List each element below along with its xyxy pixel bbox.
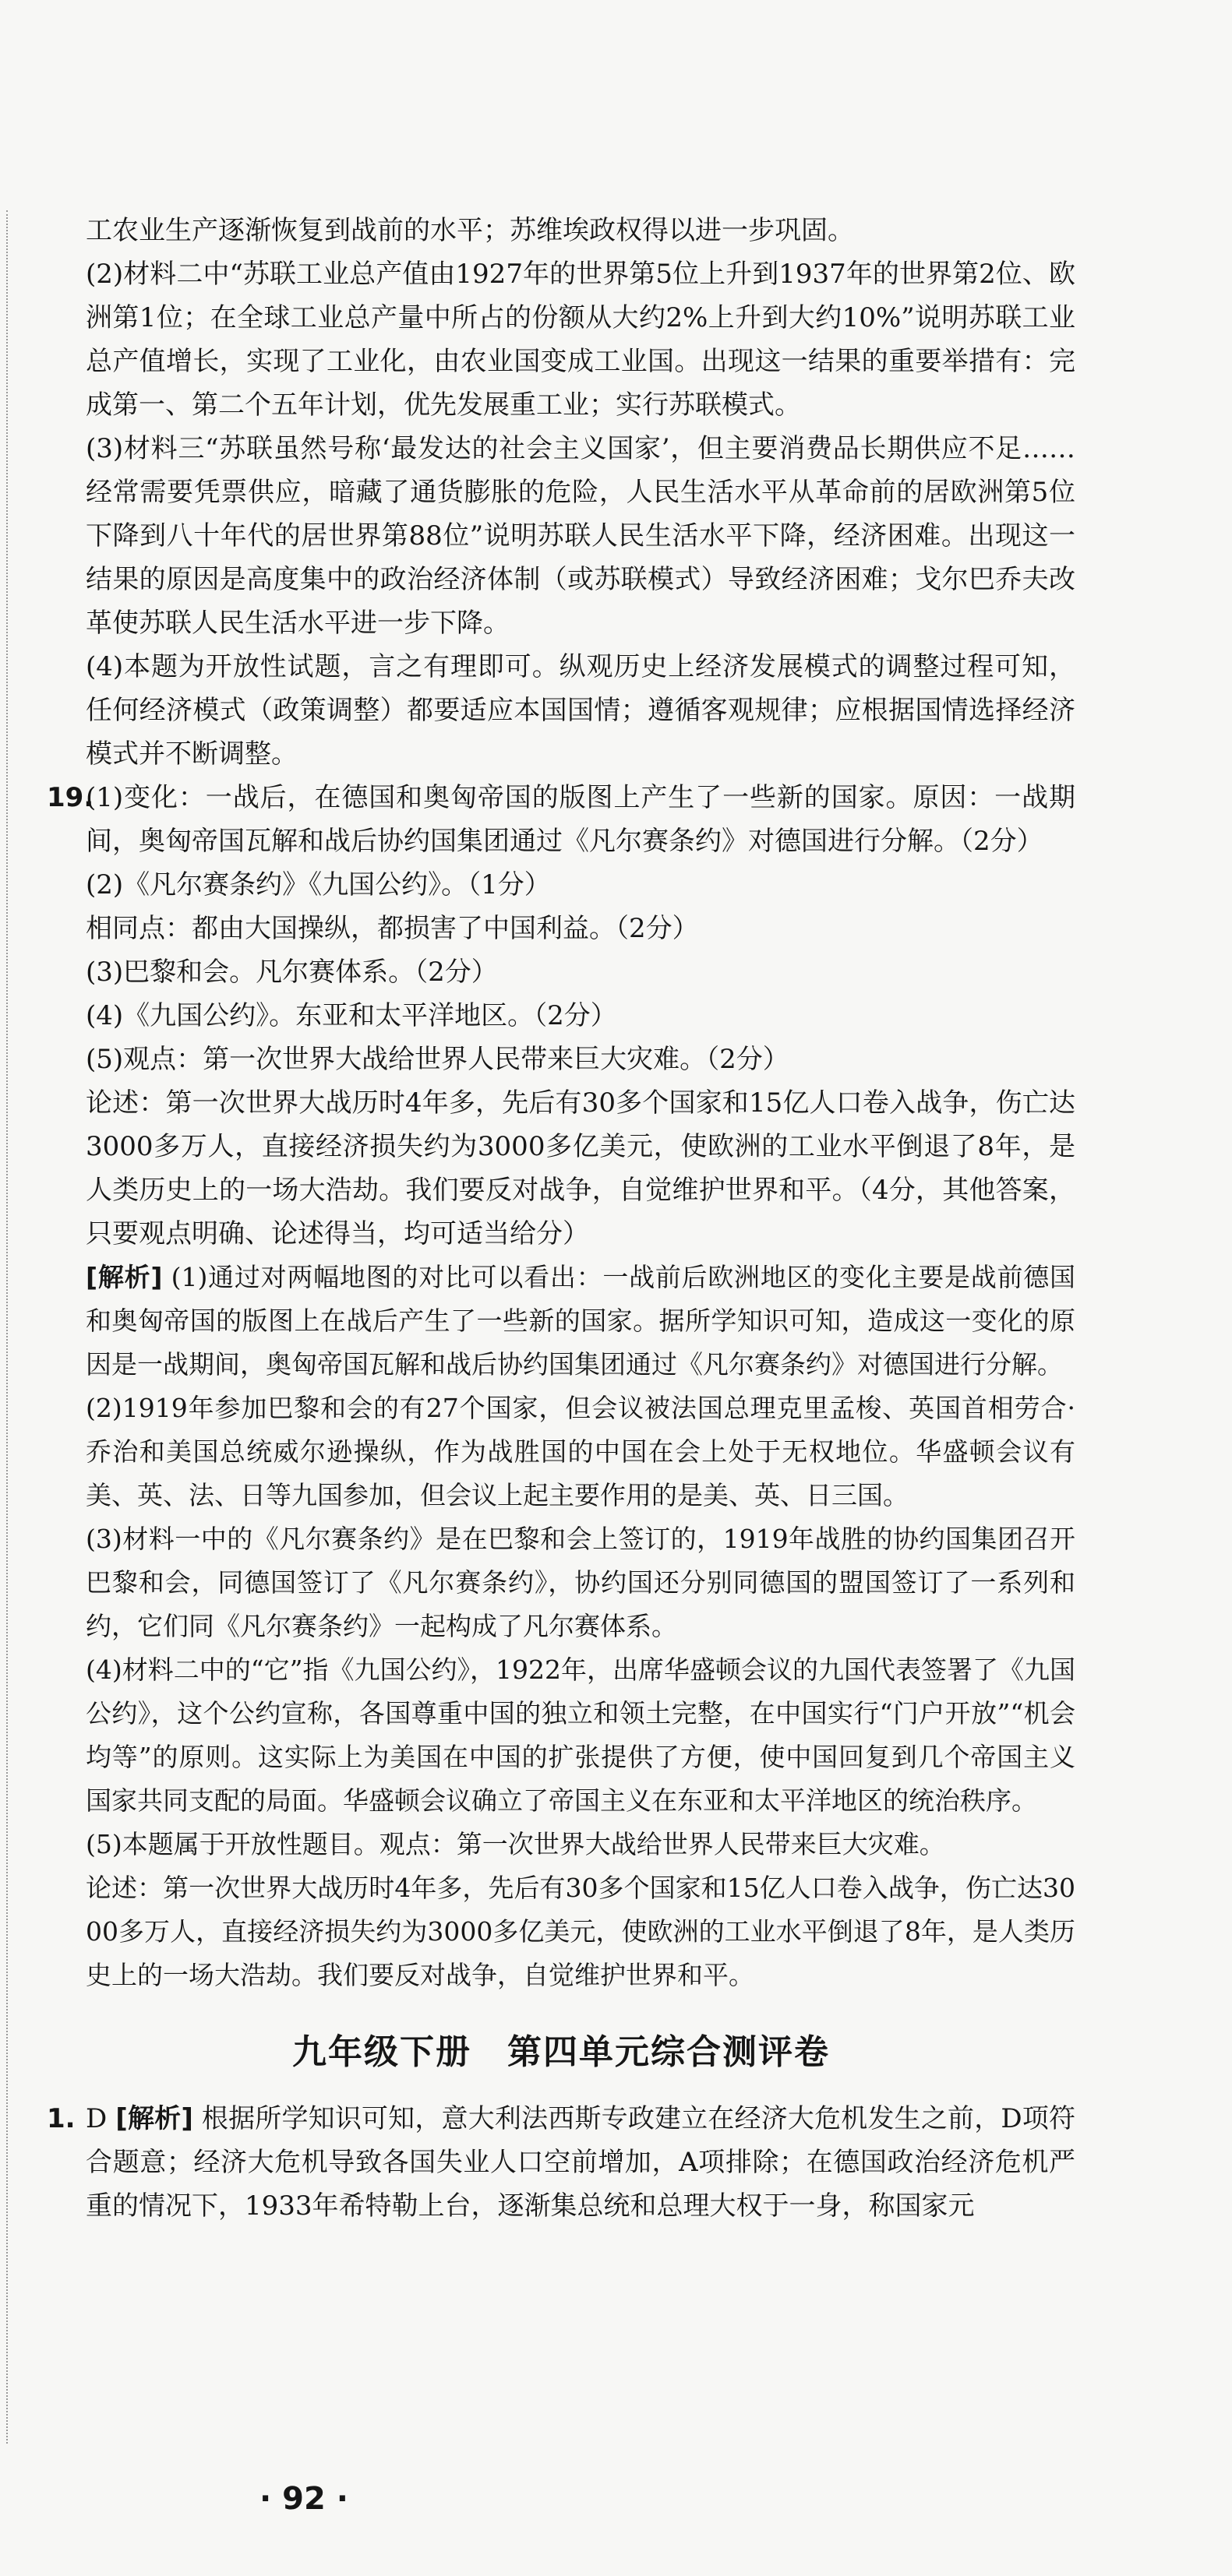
- analysis-paragraph: 论述：第一次世界大战历时4年多，先后有30多个国家和15亿人口卷入战争，伤亡达3000多万人，直接经济损失约为3000多亿美元，使欧洲的工业水平倒退了8年，是人类历史上的一场大浩劫。我们要反对战争，自觉维护世界和平。: [86, 1873, 1075, 1990]
- section-title: 九年级下册 第四单元综合测评卷: [292, 2032, 830, 2072]
- analysis-paragraph: [47, 1256, 1075, 1387]
- binding-margin-rule: [6, 210, 17, 2444]
- answer-paragraph: (2)《凡尔赛条约》《九国公约》。（1分）: [86, 869, 551, 900]
- answer-paragraph: [47, 2097, 1075, 2228]
- answer-choice: D: [86, 2103, 108, 2134]
- analysis-paragraph: (4)材料二中的“它”指《九国公约》，1922年，出席华盛顿会议的九国代表签署了《九国公约》，这个公约宣称，各国尊重中国的独立和领土完整，在中国实行“门户开放”“机会均等”的原则。这实际上为美国在中国的扩张提供了方便，使中国回复到几个帝国主义国家共同支配的局面。华盛顿会议确立了帝国主义在东亚和太平洋地区的统治秩序。: [86, 1654, 1075, 1816]
- text-line: 工农业生产逐渐恢复到战前的水平；苏维埃政权得以进一步巩固。: [86, 215, 854, 246]
- text-line: (3)材料三“苏联虽然号称‘最发达的社会主义国家’，但主要消费品长期供应不足……经常需要凭票供应，暗藏了通货膨胀的危险，人民生活水平从革命前的居欧洲第5位下降到八十年代的居世界第88位”说明苏联人民生活水平下降，经济困难。出现这一结果的原因是高度集中的政治经济体制（或苏联模式）导致经济困难；戈尔巴乔夫改革使苏联人民生活水平进一步下降。: [86, 433, 1075, 639]
- question-19: [47, 776, 1075, 1997]
- answer-paragraph: (5)观点：第一次世界大战给世界人民带来巨大灾难。（2分）: [86, 1044, 789, 1075]
- text-line: (4)本题为开放性试题，言之有理即可。纵观历史上经济发展模式的调整过程可知，任何经济模式（政策调整）都要适应本国国情；遵循客观规律；应根据国情选择经济模式并不断调整。: [86, 651, 1075, 770]
- analysis-tag: [解析]: [115, 2103, 193, 2134]
- question-number: 1.: [47, 2103, 76, 2134]
- analysis-paragraph: (2)1919年参加巴黎和会的有27个国家，但会议被法国总理克里孟梭、英国首相劳合·乔治和美国总统威尔逊操纵，作为战胜国的中国在会上处于无权地位。华盛顿会议有美、英、法、日等九国参加，但会议上起主要作用的是美、英、日三国。: [86, 1393, 1075, 1510]
- analysis-paragraph: (3)材料一中的《凡尔赛条约》是在巴黎和会上签订的，1919年战胜的协约国集团召开巴黎和会，同德国签订了《凡尔赛条约》，协约国还分别同德国的盟国签订了一系列和约，它们同《凡尔赛条约》一起构成了凡尔赛体系。: [86, 1524, 1075, 1641]
- page-number: · 92 ·: [259, 2481, 348, 2517]
- answer-text: (1)变化：一战后，在德国和奥匈帝国的版图上产生了一些新的国家。原因：一战期间，奥匈帝国瓦解和战后协约国集团通过《凡尔赛条约》对德国进行分解。（2分）: [86, 782, 1075, 857]
- question-1: [47, 2097, 1075, 2228]
- answer-paragraph: (4)《九国公约》。东亚和太平洋地区。（2分）: [86, 1000, 617, 1031]
- question-number: 19.: [47, 782, 94, 813]
- answer-paragraph: 相同点：都由大国操纵，都损害了中国利益。（2分）: [86, 913, 699, 944]
- analysis-text: 根据所学知识可知，意大利法西斯专政建立在经济大危机发生之前，D项符合题意；经济大危机导致各国失业人口空前增加，A项排除；在德国政治经济危机严重的情况下，1933年希特勒上台，逐渐集总统和总理大权于一身，称国家元: [86, 2103, 1076, 2222]
- answer-paragraph: (3)巴黎和会。凡尔赛体系。（2分）: [86, 957, 498, 988]
- analysis-text: (1)通过对两幅地图的对比可以看出：一战前后欧洲地区的变化主要是战前德国和奥匈帝国的版图上在战后产生了一些新的国家。据所学知识可知，造成这一变化的原因是一战期间，奥匈帝国瓦解和战后协约国集团通过《凡尔赛条约》对德国进行分解。: [86, 1262, 1075, 1380]
- text-line: (2)材料二中“苏联工业总产值由1927年的世界第5位上升到1937年的世界第2位、欧洲第1位；在全球工业总产量中所占的份额从大约2%上升到大约10%”说明苏联工业总产值增长，实现了工业化，由农业国变成工业国。出现这一结果的重要举措有：完成第一、第二个五年计划，优先发展重工业；实行苏联模式。: [86, 259, 1075, 421]
- analysis-tag: [解析]: [86, 1262, 163, 1292]
- answer-paragraph: 论述：第一次世界大战历时4年多，先后有30多个国家和15亿人口卷入战争，伤亡达3000多万人，直接经济损失约为3000多亿美元，使欧洲的工业水平倒退了8年，是人类历史上的一场大浩劫。我们要反对战争，自觉维护世界和平。（4分，其他答案，只要观点明确、论述得当，均可适当给分）: [86, 1087, 1075, 1249]
- answer-page: [47, 209, 1075, 2228]
- analysis-paragraph: (5)本题属于开放性题目。观点：第一次世界大战给世界人民带来巨大灾难。: [86, 1829, 945, 1859]
- answer-paragraph: [47, 776, 1075, 863]
